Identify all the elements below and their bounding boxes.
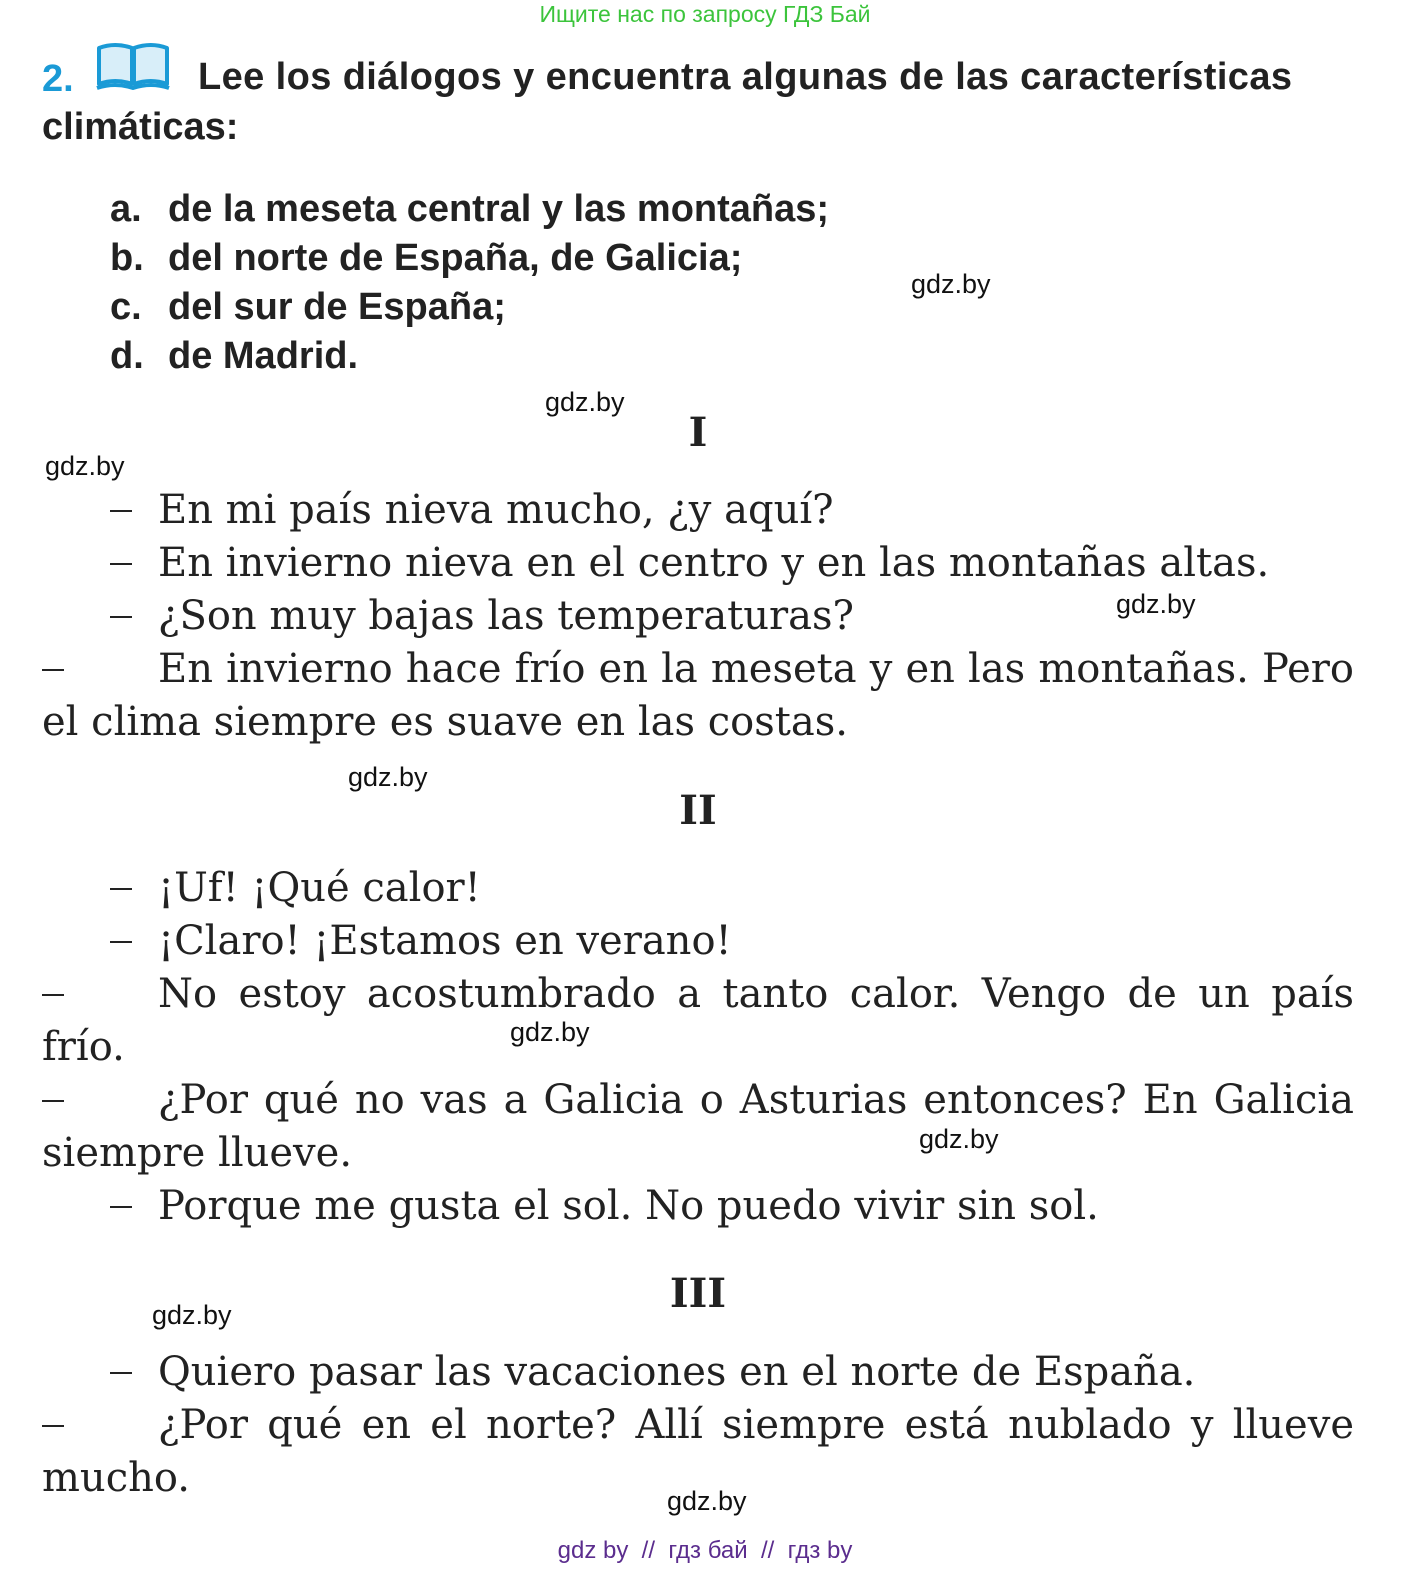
open-book-icon bbox=[95, 38, 171, 90]
section-heading-2: II bbox=[679, 787, 717, 834]
dialogue-text: ¿Por qué en el norte? Allí siempre está nublado y llueve bbox=[158, 1402, 1354, 1448]
instruction-line-1: Lee los diálogos y encuentra algunas de las características bbox=[198, 56, 1293, 98]
dialogue-text: En mi país nieva mucho, ¿y aquí? bbox=[158, 487, 834, 533]
dialogue-line-continuation: frío. bbox=[42, 1024, 125, 1070]
option-text: de Madrid. bbox=[168, 335, 359, 377]
dialogue-text: En invierno nieva en el centro y en las montañas altas. bbox=[158, 540, 1270, 586]
option-text: del norte de España, de Galicia; bbox=[168, 237, 743, 279]
dialogue-text: No estoy acostumbrado a tanto calor. Vengo de un país bbox=[158, 971, 1354, 1017]
exercise-number: 2. bbox=[42, 58, 74, 100]
dialogue-text: ¡Uf! ¡Qué calor! bbox=[158, 865, 481, 911]
watermark: gdz.by bbox=[1116, 589, 1196, 619]
option-a bbox=[110, 186, 829, 232]
dialogue-line-continuation: siempre llueve. bbox=[42, 1130, 353, 1176]
dialogue-line bbox=[42, 484, 1354, 537]
dialogue-line-continuation: el clima siempre es suave en las costas. bbox=[42, 699, 848, 745]
option-text: de la meseta central y las montañas; bbox=[168, 188, 830, 230]
watermark: gdz.by bbox=[911, 269, 991, 299]
option-text: del sur de España; bbox=[168, 286, 506, 328]
dialogue-line bbox=[42, 1399, 1354, 1452]
watermark: gdz.by bbox=[545, 387, 625, 417]
section-heading-1: I bbox=[688, 409, 708, 456]
dialogue-text: ¡Claro! ¡Estamos en verano! bbox=[158, 918, 732, 964]
dialogue-line bbox=[42, 862, 1354, 915]
option-letter: a. bbox=[110, 188, 142, 230]
option-letter: c. bbox=[110, 286, 142, 328]
dialogue-line bbox=[42, 968, 1354, 1021]
watermark: gdz.by bbox=[919, 1124, 999, 1154]
dialogue-line bbox=[42, 537, 1354, 590]
dialogue-line bbox=[42, 590, 1354, 643]
dialogue-line bbox=[42, 1074, 1354, 1127]
option-letter: b. bbox=[110, 237, 144, 279]
option-b bbox=[110, 235, 742, 281]
watermark: gdz.by bbox=[510, 1017, 590, 1047]
watermark: gdz.by bbox=[667, 1486, 747, 1516]
option-d bbox=[110, 333, 358, 379]
dialogue-line bbox=[42, 643, 1354, 696]
watermark: gdz.by bbox=[348, 762, 428, 792]
dialogue-text: En invierno hace frío en la meseta y en las montañas. Pero bbox=[158, 646, 1354, 692]
option-c bbox=[110, 284, 506, 330]
option-letter: d. bbox=[110, 335, 144, 377]
section-heading-3: III bbox=[669, 1270, 727, 1317]
dialogue-line-continuation: mucho. bbox=[42, 1455, 190, 1501]
footer-watermark: gdz by // гдз бай // гдз by bbox=[557, 1537, 853, 1564]
instruction-line-2: climáticas: bbox=[42, 106, 239, 148]
watermark: gdz.by bbox=[152, 1300, 232, 1330]
dialogue-line bbox=[42, 915, 1354, 968]
dialogue-text: Porque me gusta el sol. No puedo vivir sin sol. bbox=[158, 1183, 1099, 1229]
dialogue-line bbox=[42, 1180, 1354, 1233]
watermark: gdz.by bbox=[45, 451, 125, 481]
dialogue-text: ¿Son muy bajas las temperaturas? bbox=[158, 593, 854, 639]
top-banner: Ищите нас по запросу ГДЗ Бай bbox=[539, 1, 871, 27]
dialogue-text: ¿Por qué no vas a Galicia o Asturias entonces? En Galicia bbox=[158, 1077, 1354, 1123]
dialogue-line bbox=[42, 1346, 1354, 1399]
dialogue-text: Quiero pasar las vacaciones en el norte de España. bbox=[158, 1349, 1196, 1395]
